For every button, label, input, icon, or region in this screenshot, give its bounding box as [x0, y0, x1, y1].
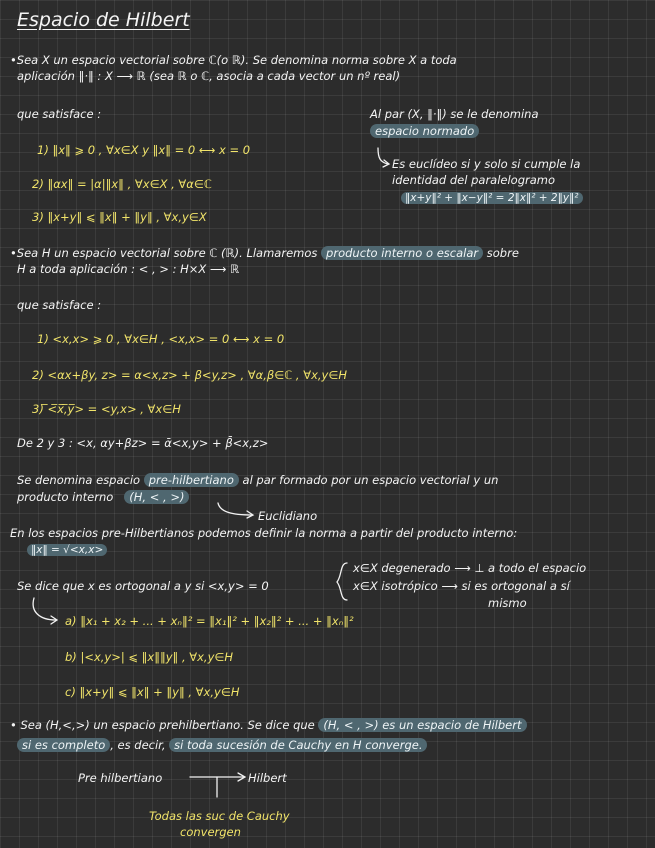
isotropic-note: x∈X isotrópico ⟶ si es ortogonal a sí	[353, 579, 570, 593]
cauchy-condition-2: convergen	[180, 825, 241, 839]
normed-space-label: espacio normado	[370, 124, 479, 138]
hilbert-line-2: si es completo , es decir, si toda sucesión de Cauchy en H converge.	[17, 738, 427, 752]
inner-satisface: que satisface :	[17, 298, 102, 312]
norm-property-2: 2) ‖αx‖ = |α|‖x‖ , ∀x∈X , ∀α∈ℂ	[32, 177, 212, 191]
brace-icon	[337, 563, 347, 600]
isotropic-note-end: mismo	[488, 596, 527, 610]
hilbert-label: Hilbert	[248, 771, 287, 785]
norm-property-3: 3) ‖x+y‖ ⩽ ‖x‖ + ‖y‖ , ∀x,y∈X	[32, 210, 207, 224]
euclidiano-arrow-icon	[218, 503, 252, 515]
inner-property-1: 1) <x,x> ⩾ 0 , ∀x∈H , <x,x> = 0 ⟷ x = 0	[37, 332, 285, 346]
norm-intro-line-1: •Sea X un espacio vectorial sobre ℂ(o ℝ). Se denomina norma sobre X a toda	[10, 53, 457, 67]
prehilbert-line-2: producto interno (H, < , >)	[17, 490, 189, 504]
orthogonal-definition: Se dice que x es ortogonal a y si <x,y> = 0	[17, 579, 269, 593]
norm-definition: ‖x‖ = √<x,x>	[27, 543, 107, 557]
norm-intro-line-2: aplicación ‖·‖ : X ⟶ ℝ (sea ℝ o ℂ, asocia a cada vector un nº real)	[17, 69, 401, 83]
degenerate-note: x∈X degenerado ⟶ ⊥ a todo el espacio	[353, 561, 587, 575]
norm-satisface: que satisface :	[17, 107, 102, 121]
norm-property-1: 1) ‖x‖ ⩾ 0 , ∀x∈X y ‖x‖ = 0 ⟷ x = 0	[37, 143, 251, 157]
prehilbert-label: Pre hilbertiano	[78, 771, 163, 785]
euclidean-note: Es euclídeo si y solo si cumple la	[392, 157, 581, 171]
parallelogram-note: identidad del paralelogramo	[392, 173, 556, 187]
euclidiano-label: Euclidiano	[258, 509, 318, 523]
pythagoras-item: a) ‖x₁ + x₂ + ... + xₙ‖² = ‖x₁‖² + ‖x₂‖² + ... + ‖xₙ‖²	[65, 614, 354, 628]
cauchy-condition-1: Todas las suc de Cauchy	[149, 809, 290, 823]
parallelogram-identity: ‖x+y‖² + ‖x−y‖² = 2‖x‖² + 2‖y‖²	[401, 191, 583, 205]
prehilbert-line-1: Se denomina espacio pre-hilbertiano al par formado por un espacio vectorial y un	[17, 473, 499, 487]
inner-intro-line-1: •Sea H un espacio vectorial sobre ℂ (ℝ). Llamaremos producto interno o escalar sobre	[10, 246, 519, 260]
normed-pair-note: Al par (X, ‖·‖) se le denomina	[370, 107, 539, 121]
prehilbert-norm-intro: En los espacios pre-Hilbertianos podemos definir la norma a partir del producto interno:	[10, 526, 518, 540]
inner-property-2: 2) <αx+βy, z> = α<x,z> + β<y,z> , ∀α,β∈ℂ , ∀x,y∈H	[32, 368, 348, 382]
inner-intro-line-2: H a toda aplicación : < , > : H×X ⟶ ℝ	[17, 262, 240, 276]
hilbert-line-1: • Sea (H,<,>) un espacio prehilbertiano. Se dice que (H, < , >) es un espacio de Hilbert	[10, 718, 527, 732]
de-2-y-3: De 2 y 3 : <x, αy+βz> = ᾱ<x,y> + β̄<x,z>	[17, 436, 269, 450]
page-title: Espacio de Hilbert	[17, 9, 190, 31]
inner-property-3: 3) ̅<̅x̅,̅y̅> = <y,x> , ∀x∈H	[32, 402, 181, 416]
cauchy-schwarz-item: b) |<x,y>| ⩽ ‖x‖‖y‖ , ∀x,y∈H	[65, 650, 234, 664]
triangle-item: c) ‖x+y‖ ⩽ ‖x‖ + ‖y‖ , ∀x,y∈H	[65, 685, 240, 699]
